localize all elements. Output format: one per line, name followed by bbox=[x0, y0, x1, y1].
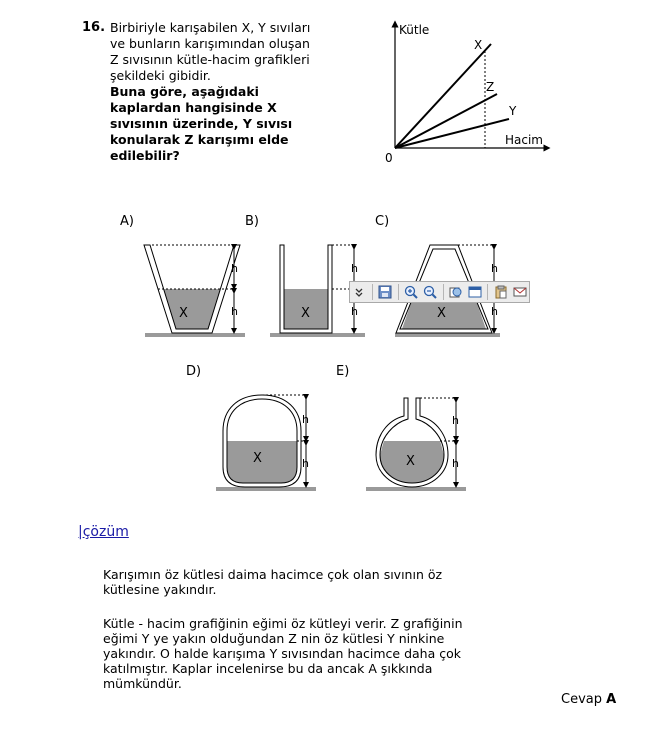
question-line: Birbiriyle karışabilen X, Y sıvıları bbox=[110, 20, 311, 35]
question-prompt-line: edilebilir? bbox=[110, 148, 180, 163]
h-label: h bbox=[302, 457, 309, 470]
solution-line: Karışımın öz kütlesi daima hacimce çok olan sıvının öz bbox=[103, 567, 443, 582]
solution-paragraph-2 bbox=[103, 616, 543, 691]
save-icon[interactable] bbox=[376, 283, 395, 301]
liquid-label: X bbox=[301, 306, 310, 321]
h-label: h bbox=[231, 305, 238, 318]
line-z-label: Z bbox=[486, 80, 495, 94]
liquid-label: X bbox=[406, 454, 415, 469]
liquid-label: X bbox=[437, 306, 446, 321]
toolbar-separator bbox=[398, 284, 399, 300]
question-text bbox=[110, 20, 370, 164]
liquid-x bbox=[227, 441, 297, 483]
question-line: şekildeki gibidir. bbox=[110, 68, 211, 83]
copy-icon[interactable] bbox=[446, 283, 465, 301]
zoom-in-icon[interactable] bbox=[402, 283, 421, 301]
x-axis-label: Hacim bbox=[505, 133, 543, 147]
ground bbox=[216, 487, 316, 491]
answer-value: A bbox=[606, 692, 617, 707]
h-label: h bbox=[351, 262, 358, 275]
line-y bbox=[395, 119, 509, 148]
window-icon[interactable] bbox=[465, 283, 484, 301]
mass-volume-graph bbox=[375, 14, 555, 170]
h-label: h bbox=[491, 262, 498, 275]
option-c-label: C) bbox=[375, 214, 390, 229]
clipboard-icon[interactable] bbox=[491, 283, 510, 301]
option-d[interactable] bbox=[186, 364, 316, 491]
solution-line: katılmıştır. Kaplar incelenirse bu da ancak A şıkkında bbox=[103, 661, 433, 676]
question-prompt-line: sıvısının üzerinde, Y sıvısı bbox=[110, 116, 293, 131]
question-number: 16. bbox=[82, 20, 106, 35]
question-line: ve bunların karışımından oluşan bbox=[110, 36, 310, 51]
ground bbox=[145, 333, 245, 337]
question-prompt-line: Buna göre, aşağıdaki bbox=[110, 84, 259, 99]
toolbar-separator bbox=[443, 284, 444, 300]
option-b-label: B) bbox=[245, 214, 259, 229]
question-prompt-line: konularak Z karışımı elde bbox=[110, 132, 289, 147]
h-label: h bbox=[452, 414, 459, 427]
solution-line: kütlesine yakındır. bbox=[103, 582, 217, 597]
solution-link[interactable]: |çözüm bbox=[78, 524, 129, 540]
containers-figure bbox=[100, 205, 540, 500]
liquid-label: X bbox=[179, 306, 188, 321]
line-x bbox=[395, 44, 491, 148]
line-y-label: Y bbox=[509, 104, 517, 118]
toolbar-separator bbox=[372, 284, 373, 300]
option-c[interactable] bbox=[375, 214, 500, 337]
option-d-label: D) bbox=[186, 364, 202, 379]
h-label: h bbox=[302, 413, 309, 426]
ground bbox=[366, 487, 466, 491]
y-axis-label: Kütle bbox=[399, 23, 430, 37]
question-line: Z sıvısının kütle-hacim grafikleri bbox=[110, 52, 310, 67]
option-e[interactable] bbox=[336, 364, 466, 491]
ground bbox=[270, 333, 365, 337]
origin-label: 0 bbox=[385, 151, 393, 165]
line-x-label: X bbox=[474, 38, 483, 52]
image-toolbar bbox=[349, 281, 530, 303]
option-b[interactable] bbox=[245, 214, 365, 337]
solution-line: mümkündür. bbox=[103, 676, 182, 691]
option-e-label: E) bbox=[336, 364, 350, 379]
mail-icon[interactable] bbox=[510, 283, 529, 301]
answer bbox=[561, 692, 616, 707]
question-prompt-line: kaplardan hangisinde X bbox=[110, 100, 277, 115]
solution-line: Kütle - hacim grafiğinin eğimi öz kütleyi verir. Z grafiğinin bbox=[103, 616, 463, 631]
solution-line: yakındır. O halde karışıma Y sıvısından hacimce daha çok bbox=[103, 646, 462, 661]
solution-line: eğimi Y ye yakın olduğundan Z nin öz kütlesi Y ninkine bbox=[103, 631, 445, 646]
ground bbox=[395, 333, 500, 337]
option-a-label: A) bbox=[120, 214, 134, 229]
toolbar-separator bbox=[487, 284, 488, 300]
h-label: h bbox=[491, 305, 498, 318]
solution-link-label[interactable]: çözüm bbox=[82, 524, 129, 540]
zoom-out-icon[interactable] bbox=[421, 283, 440, 301]
line-z bbox=[395, 94, 497, 148]
option-a[interactable] bbox=[120, 214, 245, 337]
solution-paragraph-1 bbox=[103, 567, 533, 597]
answer-prefix: Cevap bbox=[561, 692, 602, 707]
expand-icon[interactable] bbox=[350, 283, 369, 301]
h-label: h bbox=[231, 262, 238, 275]
h-label: h bbox=[452, 457, 459, 470]
liquid-label: X bbox=[253, 451, 262, 466]
h-label: h bbox=[351, 305, 358, 318]
